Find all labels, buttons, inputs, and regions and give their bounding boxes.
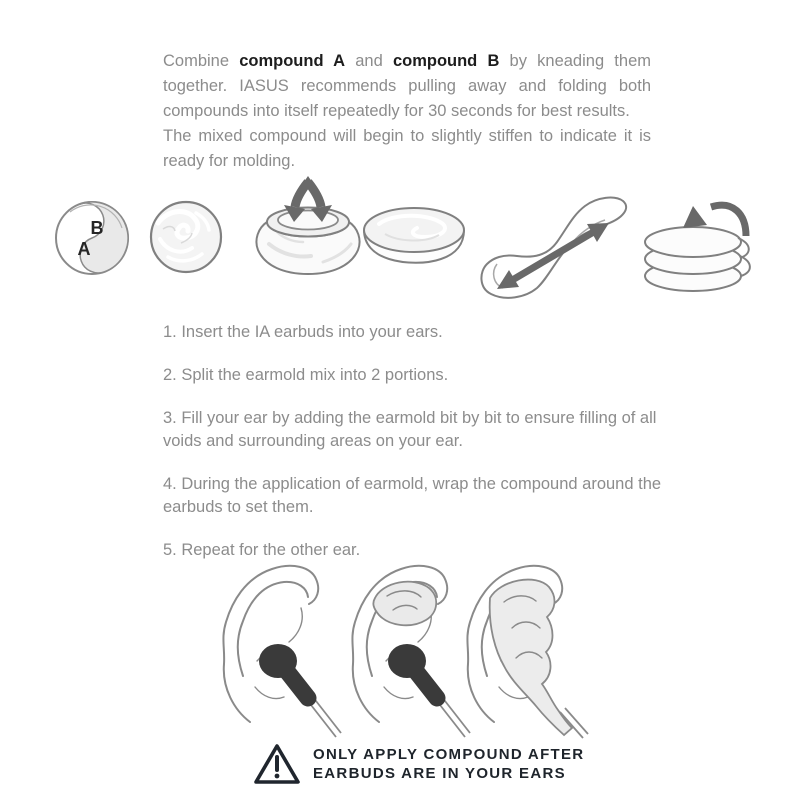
compound-b-label: compound B <box>392 52 500 70</box>
warning-triangle-icon <box>254 742 300 786</box>
compound-patch <box>373 582 436 626</box>
steps-list <box>163 321 667 582</box>
intro-text: by kneading them together. IASUS recommends pulling away and folding both compounds into itself repeatedly for 30 seconds for best results. <box>163 52 651 120</box>
stretch-pull-icon <box>473 194 637 304</box>
step-item: 1. Insert the IA earbuds into your ears. <box>163 323 443 341</box>
knead-press-dome-icon <box>253 174 363 278</box>
intro-text: and <box>345 52 393 70</box>
warning-line-2: EARBUDS ARE IN YOUR EARS <box>313 765 566 782</box>
warning-line-1: ONLY APPLY COMPOUND AFTER <box>313 746 585 763</box>
ball-label-a: A <box>77 239 91 259</box>
ear-earbud-compound-start-icon <box>341 558 475 747</box>
compound-ab-ball-icon <box>52 198 132 278</box>
step-item: 4. During the application of earmold, wrap the compound around the earbuds to set them. <box>163 475 662 516</box>
step-item: 3. Fill your ear by adding the earmold bit by bit to ensure filling of all voids and surrounding areas on your ear. <box>163 409 657 450</box>
compound-a-label: compound A <box>239 52 346 70</box>
step-item: 5. Repeat for the other ear. <box>163 541 361 559</box>
flattened-disc-icon <box>361 204 467 264</box>
step-item: 2. Split the earmold mix into 2 portions. <box>163 366 449 384</box>
ear-compound-full-icon <box>456 558 590 747</box>
ear-with-earbud-icon <box>212 558 346 747</box>
intro-paragraph <box>163 49 651 174</box>
intro-line-1 <box>163 49 651 124</box>
fold-stack-icon <box>641 192 755 292</box>
intro-line-2: The mixed compound will begin to slightly stiffen to indicate it is ready for molding. <box>163 127 651 170</box>
compound-full <box>490 580 572 735</box>
mixed-ball-icon <box>148 199 224 275</box>
intro-text: Combine <box>163 52 240 70</box>
ball-label-b: B <box>90 218 104 238</box>
warning-note <box>254 742 584 786</box>
warning-text <box>313 742 584 783</box>
